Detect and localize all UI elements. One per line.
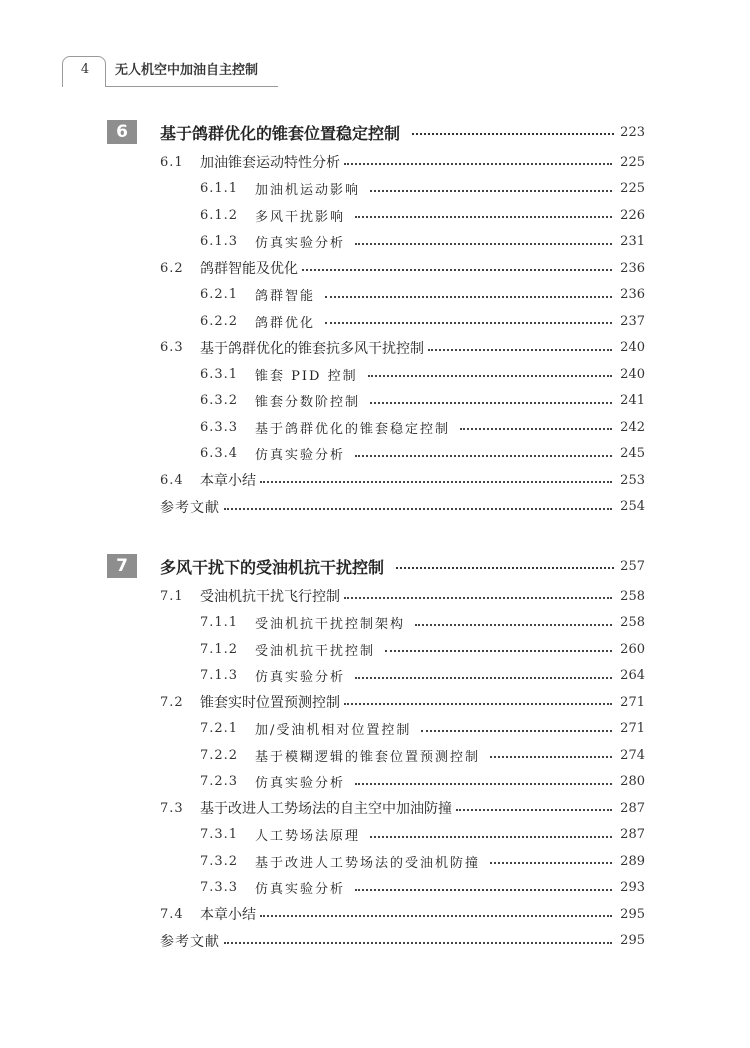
- entry-page-number: 253: [620, 472, 645, 488]
- toc-references-entry[interactable]: [160, 495, 645, 519]
- entry-number: 7.2.1: [200, 721, 239, 736]
- chapter-heading[interactable]: [0, 120, 750, 148]
- header-rule: [105, 86, 278, 87]
- entry-title: 基于鸽群优化的锥套稳定控制: [255, 421, 451, 437]
- entry-page-number: 280: [620, 774, 645, 789]
- entry-page-number: 287: [620, 800, 645, 816]
- toc-subsection-entry[interactable]: [200, 362, 645, 386]
- dot-leader: [302, 269, 612, 271]
- dot-leader: [490, 756, 612, 758]
- entry-title: 基于鸽群优化的锥套抗多风干扰控制: [200, 340, 424, 357]
- entry-title: 基于模糊逻辑的锥套位置预测控制: [255, 749, 481, 765]
- entry-number: 7.1.1: [200, 615, 239, 630]
- entry-title: 加油锥套运动特性分析: [200, 155, 340, 171]
- entry-page-number: 274: [620, 747, 645, 763]
- running-title: 无人机空中加油自主控制: [115, 63, 259, 78]
- toc-section-entry[interactable]: [160, 256, 645, 280]
- toc-subsection-entry[interactable]: [200, 230, 645, 254]
- toc-references-entry[interactable]: [160, 929, 645, 953]
- toc-section-entry[interactable]: [160, 584, 645, 608]
- entry-title: 鸽群优化: [255, 315, 316, 331]
- entry-title: 仿真实验分析: [255, 670, 346, 685]
- toc-section-entry[interactable]: [160, 336, 645, 360]
- entry-title: 锥套分数阶控制: [255, 395, 361, 410]
- entry-number: 6.1.2: [200, 207, 239, 223]
- dot-leader: [490, 862, 612, 864]
- toc-subsection-entry[interactable]: [200, 611, 645, 635]
- chapter-number-badge: 6: [107, 120, 137, 144]
- entry-title: 多风干扰影响: [255, 209, 346, 225]
- entry-number: 7.4: [160, 906, 184, 922]
- entry-number: 7.1: [160, 588, 184, 604]
- dot-leader: [385, 650, 612, 652]
- entry-page-number: 271: [620, 721, 645, 736]
- entry-page-number: 264: [620, 668, 645, 683]
- page-number: 4: [80, 62, 90, 77]
- dot-leader: [428, 349, 612, 351]
- toc-subsection-entry[interactable]: [200, 823, 645, 847]
- entry-page-number: 240: [620, 340, 645, 355]
- entry-page-number: 254: [620, 499, 645, 514]
- toc-section-entry[interactable]: [160, 468, 645, 492]
- entry-page-number: 236: [620, 260, 645, 276]
- entry-page-number: 260: [620, 641, 645, 657]
- entry-number: 6.1.3: [200, 234, 239, 249]
- entry-page-number: 240: [620, 366, 645, 382]
- entry-number: 6.2.1: [200, 287, 239, 302]
- entry-title: 基于改进人工势场法的受油机防撞: [255, 855, 481, 871]
- entry-title: 参考文献: [160, 933, 220, 950]
- entry-number: 6.2: [160, 260, 184, 276]
- toc-subsection-entry[interactable]: [200, 637, 645, 661]
- toc-subsection-entry[interactable]: [200, 664, 645, 688]
- dot-leader: [325, 322, 612, 324]
- dot-leader: [355, 889, 612, 891]
- dot-leader: [421, 730, 612, 732]
- entry-page-number: 237: [620, 313, 645, 329]
- dot-leader: [370, 402, 612, 404]
- toc-subsection-entry[interactable]: [200, 743, 645, 767]
- dot-leader: [260, 915, 612, 917]
- chapter-page-number: 223: [620, 124, 645, 140]
- page-header: [0, 0, 750, 90]
- entry-title: 仿真实验分析: [255, 236, 346, 251]
- toc-subsection-entry[interactable]: [200, 415, 645, 439]
- entry-number: 6.2.2: [200, 313, 239, 329]
- entry-number: 7.1.2: [200, 641, 239, 657]
- chapter-row: [160, 554, 645, 578]
- dot-leader: [370, 190, 612, 192]
- entry-title: 仿真实验分析: [255, 776, 346, 791]
- chapter-row: [160, 120, 645, 144]
- entry-number: 7.2: [160, 694, 184, 710]
- toc-subsection-entry[interactable]: [200, 876, 645, 900]
- entry-page-number: 245: [620, 446, 645, 461]
- entry-number: 6.3: [160, 340, 184, 355]
- entry-title: 仿真实验分析: [255, 448, 346, 463]
- entry-number: 6.3.1: [200, 366, 239, 382]
- entry-title: 受油机抗干扰控制: [255, 643, 376, 659]
- dot-leader: [370, 836, 612, 838]
- toc-section-entry[interactable]: [160, 796, 645, 820]
- entry-number: 7.3: [160, 800, 184, 816]
- chapter-title: 多风干扰下的受油机抗干扰控制: [160, 557, 385, 577]
- entry-number: 6.4: [160, 472, 184, 488]
- entry-page-number: 236: [620, 287, 645, 302]
- dot-leader: [396, 567, 614, 569]
- dot-leader: [355, 455, 612, 457]
- dot-leader: [355, 216, 612, 218]
- entry-page-number: 295: [620, 933, 645, 948]
- entry-page-number: 258: [620, 588, 645, 604]
- entry-title: 本章小结: [200, 907, 256, 923]
- entry-title: 受油机抗干扰飞行控制: [200, 589, 340, 605]
- entry-number: 6.1: [160, 154, 184, 170]
- toc-subsection-entry[interactable]: [200, 770, 645, 794]
- entry-page-number: 295: [620, 906, 645, 922]
- chapter-page-number: 257: [620, 558, 645, 574]
- entry-number: 7.1.3: [200, 668, 239, 683]
- toc-section-entry[interactable]: [160, 690, 645, 714]
- entry-page-number: 241: [620, 393, 645, 408]
- entry-page-number: 289: [620, 853, 645, 869]
- dot-leader: [325, 296, 612, 298]
- dot-leader: [344, 597, 612, 599]
- dot-leader: [224, 508, 612, 510]
- toc-subsection-entry[interactable]: [200, 309, 645, 333]
- dot-leader: [460, 428, 612, 430]
- entry-number: 6.3.2: [200, 393, 239, 408]
- entry-number: 7.3.3: [200, 880, 239, 895]
- entry-title: 参考文献: [160, 499, 220, 516]
- dot-leader: [344, 163, 612, 165]
- dot-leader: [344, 703, 612, 705]
- entry-title: 基于改进人工势场法的自主空中加油防撞: [200, 801, 452, 817]
- toc-subsection-entry[interactable]: [200, 849, 645, 873]
- entry-number: 6.1.1: [200, 181, 239, 196]
- chapter-heading[interactable]: [0, 554, 750, 582]
- entry-page-number: 225: [620, 154, 645, 170]
- dot-leader: [456, 809, 612, 811]
- entry-title: 加油机运动影响: [255, 183, 361, 198]
- entry-page-number: 226: [620, 207, 645, 223]
- entry-page-number: 293: [620, 880, 645, 895]
- dot-leader: [415, 624, 612, 626]
- entry-page-number: 231: [620, 234, 645, 249]
- toc-subsection-entry[interactable]: [200, 203, 645, 227]
- entry-title: 加/受油机相对位置控制: [255, 723, 412, 738]
- entry-title: 受油机抗干扰控制架构: [255, 617, 406, 632]
- entry-title: 鸽群智能: [255, 289, 316, 304]
- entry-page-number: 271: [620, 694, 645, 710]
- entry-page-number: 287: [620, 827, 645, 842]
- entry-number: 7.3.2: [200, 853, 239, 869]
- entry-title: 锥套 PID 控制: [255, 368, 358, 384]
- entry-title: 仿真实验分析: [255, 882, 346, 897]
- chapter-title: 基于鸽群优化的锥套位置稳定控制: [160, 123, 401, 143]
- dot-leader: [355, 243, 612, 245]
- toc-subsection-entry[interactable]: [200, 442, 645, 466]
- entry-number: 6.3.4: [200, 446, 239, 461]
- dot-leader: [412, 133, 614, 135]
- entry-title: 锥套实时位置预测控制: [200, 695, 340, 711]
- entry-title: 鸽群智能及优化: [200, 261, 298, 277]
- entry-title: 人工势场法原理: [255, 829, 361, 844]
- chapter-number-badge: 7: [107, 554, 137, 578]
- entry-number: 6.3.3: [200, 419, 239, 435]
- entry-title: 本章小结: [200, 473, 256, 489]
- entry-number: 7.2.3: [200, 774, 239, 789]
- entry-page-number: 258: [620, 615, 645, 630]
- dot-leader: [355, 677, 612, 679]
- dot-leader: [355, 783, 612, 785]
- toc-subsection-entry[interactable]: [200, 717, 645, 741]
- entry-page-number: 225: [620, 181, 645, 196]
- toc-subsection-entry[interactable]: [200, 177, 645, 201]
- entry-page-number: 242: [620, 419, 645, 435]
- toc-section-entry[interactable]: [160, 902, 645, 926]
- toc-subsection-entry[interactable]: [200, 389, 645, 413]
- dot-leader: [260, 481, 612, 483]
- dot-leader: [368, 375, 613, 377]
- toc-subsection-entry[interactable]: [200, 283, 645, 307]
- entry-number: 7.2.2: [200, 747, 239, 763]
- toc-section-entry[interactable]: [160, 150, 645, 174]
- dot-leader: [224, 942, 612, 944]
- entry-number: 7.3.1: [200, 827, 239, 842]
